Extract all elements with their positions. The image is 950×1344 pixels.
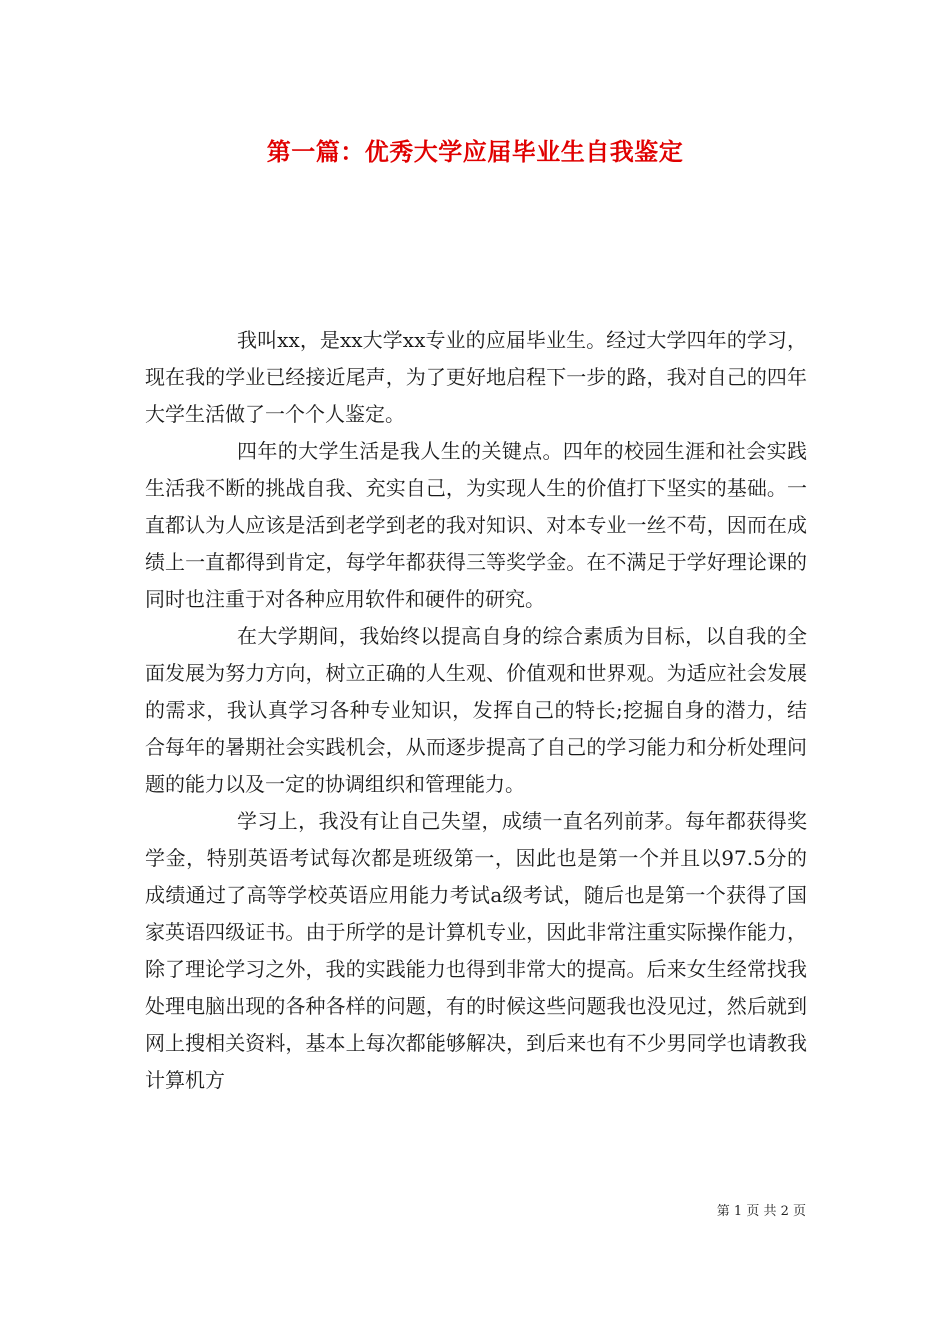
document-title: 第一篇：优秀大学应届毕业生自我鉴定 — [266, 137, 684, 166]
document-body — [145, 322, 807, 1099]
paragraph-3: 在大学期间，我始终以提高自身的综合素质为目标，以自我的全面发展为努力方向，树立正确的人生观、价值观和世界观。为适应社会发展的需求，我认真学习各种专业知识，发挥自己的特长;挖掘自身的潜力，结合每年的暑期社会实践机会，从而逐步提高了自己的学习能力和分析处理问题的能力以及一定的协调组织和管理能力。 — [145, 624, 807, 796]
paragraph-2: 四年的大学生活是我人生的关键点。四年的校园生涯和社会实践生活我不断的挑战自我、充实自己，为实现人生的价值打下坚实的基础。一直都认为人应该是活到老学到老的我对知识、对本专业一丝不苟，因而在成绩上一直都得到肯定，每学年都获得三等奖学金。在不满足于学好理论课的同时也注重于对各种应用软件和硬件的研究。 — [145, 439, 807, 611]
page-number-footer: 第 1 页 共 2 页 — [716, 1204, 806, 1219]
paragraph-4: 学习上，我没有让自己失望，成绩一直名列前茅。每年都获得奖学金，特别英语考试每次都是班级第一，因此也是第一个并且以97.5分的成绩通过了高等学校英语应用能力考试a级考试，随后也是第一个获得了国家英语四级证书。由于所学的是计算机专业，因此非常注重实际操作能力，除了理论学习之外，我的实践能力也得到非常大的提高。后来女生经常找我处理电脑出现的各种各样的问题，有的时候这些问题我也没见过，然后就到网上搜相关资料，基本上每次都能够解决，到后来也有不少男同学也请教我计算机方 — [145, 809, 807, 1092]
paragraph-1: 我叫xx，是xx大学xx专业的应届毕业生。经过大学四年的学习，现在我的学业已经接近尾声，为了更好地启程下一步的路，我对自己的四年大学生活做了一个个人鉴定。 — [145, 328, 807, 426]
